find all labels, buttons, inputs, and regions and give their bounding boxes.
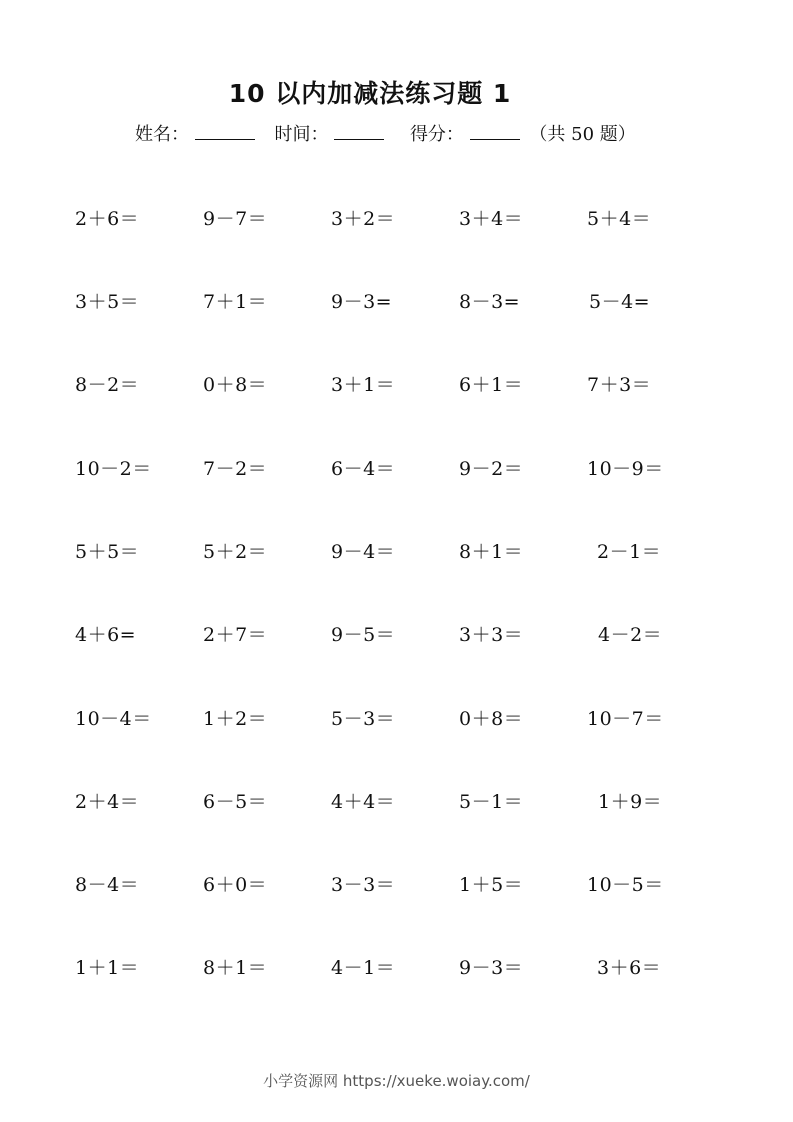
problem-item: 8－4＝	[75, 874, 140, 896]
problem-item: 0＋8＝	[203, 374, 268, 396]
problem-item: 7＋3＝	[587, 374, 652, 396]
problem-item: 4＋4＝	[331, 791, 396, 813]
problem-item: 3＋1＝	[331, 374, 396, 396]
problem-item: 6＋1＝	[459, 374, 524, 396]
problem-item: 5－4=	[589, 291, 651, 313]
problem-item: 6－5＝	[203, 791, 268, 813]
name-label: 姓名：	[135, 124, 189, 145]
score-label: 得分：	[409, 124, 464, 145]
problem-item: 2＋4＝	[75, 791, 140, 813]
time-label: 时间：	[274, 124, 329, 145]
problem-item: 9－4＝	[331, 541, 396, 563]
problem-item: 10－5＝	[587, 874, 664, 896]
problem-item: 3＋3＝	[459, 624, 524, 646]
problem-item: 2＋7＝	[203, 624, 268, 646]
problem-item: 10－2＝	[75, 458, 152, 480]
problem-count-note: （共 50 题）	[529, 124, 636, 145]
problem-item: 1＋5＝	[459, 874, 524, 896]
footer-source: 小学资源网 https://xueke.woiay.com/	[263, 1072, 530, 1090]
problem-item: 9－3＝	[459, 957, 524, 979]
problem-item: 10－4＝	[75, 708, 152, 730]
problem-item: 3＋6＝	[597, 957, 662, 979]
problem-item: 6－4＝	[331, 458, 396, 480]
problem-item: 5＋4＝	[587, 208, 652, 230]
problem-item: 10－9＝	[587, 458, 664, 480]
problem-item: 5－1＝	[459, 791, 524, 813]
problem-item: 9－5＝	[331, 624, 396, 646]
problem-item: 0＋8＝	[459, 708, 524, 730]
problem-item: 1＋9＝	[598, 791, 663, 813]
problem-item: 8－2＝	[75, 374, 140, 396]
problem-item: 3－3＝	[331, 874, 396, 896]
problem-item: 2＋6＝	[75, 208, 140, 230]
problem-item: 5＋2＝	[203, 541, 268, 563]
problem-item: 8－3=	[459, 291, 521, 313]
problem-item: 2－1＝	[597, 541, 662, 563]
problem-item: 3＋4＝	[459, 208, 524, 230]
problem-item: 9－7＝	[203, 208, 268, 230]
problem-item: 6＋0＝	[203, 874, 268, 896]
problem-item: 1＋1＝	[75, 957, 140, 979]
problem-item: 3＋2＝	[331, 208, 396, 230]
worksheet-title: 10 以内加减法练习题 1	[228, 79, 512, 108]
problem-item: 8＋1＝	[459, 541, 524, 563]
problem-item: 3＋5＝	[75, 291, 140, 313]
problem-item: 7＋1＝	[203, 291, 268, 313]
problem-item: 4＋6=	[75, 624, 137, 646]
problem-item: 4－1＝	[331, 957, 396, 979]
problem-item: 7－2＝	[203, 458, 268, 480]
problem-item: 5＋5＝	[75, 541, 140, 563]
problem-item: 9－2＝	[459, 458, 524, 480]
problem-item: 10－7＝	[587, 708, 664, 730]
problem-item: 5－3＝	[331, 708, 396, 730]
problem-item: 4－2＝	[598, 624, 663, 646]
problem-item: 9－3=	[331, 291, 393, 313]
problem-item: 8＋1＝	[203, 957, 268, 979]
problem-item: 1＋2＝	[203, 708, 268, 730]
